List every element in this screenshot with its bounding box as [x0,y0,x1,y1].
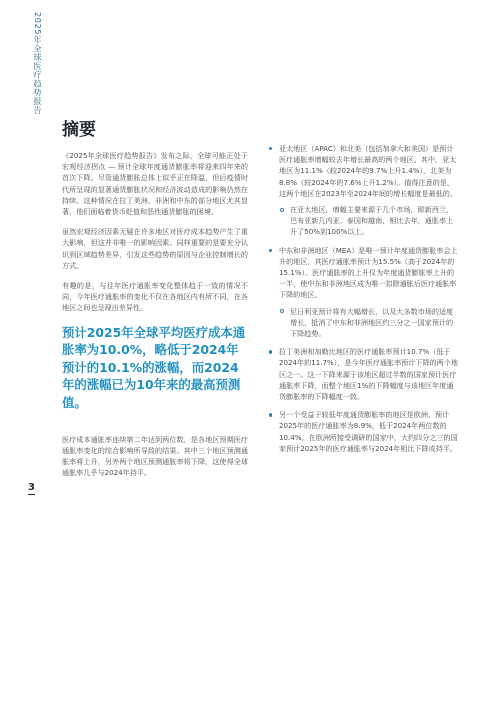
bullet-text: 另一个受益于较低年度通货膨胀率的地区是欧洲，预计2025年的医疗通胀率为8.9%，低于2024年两位数的10.4%。在欧洲所接受调研的国家中，大约四分之三的国家预计2025年的医疗通胀率与2024年相比下降或持平。 [279,410,458,453]
sub-bullet-list [279,306,458,340]
sub-bullet-item [279,306,458,340]
sub-bullet-text: 在亚太地区，增幅主要来源于几个市场，即新西兰、巴布亚新几内亚、泰国和越南，相比去年，通胀率上升了50%到100%以上。 [290,205,454,237]
section-heading: 摘要 [62,120,96,140]
bullet-dot-icon [269,249,272,252]
left-column [62,150,248,487]
closing-paragraph: 医疗成本通胀率连续第二年达到两位数，是各地区预期医疗通胀率变化的综合影响所导致的结果。其中三个地区预测通胀率将上升，另外两个地区预测通胀率将下降，这使得全球通胀率几乎与2024年持平。 [62,434,248,478]
highlight-callout: 预计2025年全球平均医疗成本通胀率为10.0%，略低于2024年预计的10.1%的涨幅，而2024年的涨幅已为10年来的最高预测值。 [62,324,246,411]
bullet-dot-icon [269,413,272,416]
sub-bullet-list [279,204,458,238]
bullet-latin-america [268,346,458,402]
bullet-apac-north-america [268,143,458,238]
bullet-dot-icon [269,350,272,353]
sub-bullet-item [279,204,458,238]
sub-bullet-ring-icon [280,309,284,313]
region-bullet-list [268,143,458,454]
sub-bullet-ring-icon [280,208,284,212]
right-column [268,143,458,461]
body-paragraph: 虽然宏观经济因素无疑在许多地区对医疗成本趋势产生了重大影响，但这并非唯一的影响因素。同样重要的是要充分认识到区域趋势差异，引发这些趋势的原因与企业控制增长的方式。 [62,227,248,270]
bullet-text: 中东和非洲地区（MEA）是唯一预计年度通货膨胀率会上升的地区，其医疗通胀率预计为15.5%（高于2024年的15.1%）。医疗通胀率的上升仅为年度通货膨胀率上升的一半，使中东和非洲地区成为唯一扣除通胀后医疗通胀率下降的地区。 [279,245,458,300]
intro-paragraph: 《2025年全球医疗趋势报告》发布之际，全球可能正处于宏观经济拐点 — 预计全球年度通货膨胀率将迎来四年来的首次下降。尽管通货膨胀总体上似乎正在降温，但后疫情时代所呈现的显著通货膨胀状况和经济波动造成的影响仍然在持续。这种情况在拉丁美洲、非洲和中东的部分地区尤其显著，他们面临着货币贬值和恶性通货膨胀的困境。 [62,151,248,217]
bullet-text: 亚太地区（APAC）和北美（包括加拿大和美国）是预计医疗通胀率增幅较去年增长最高的两个地区。其中，亚太地区为11.1%（较2024年的9.7%上升1.4%），北美为8.8%（较2024年的7.6%上升1.2%）。值得注意的是，这两个地区在2023年至2024年间的增长幅度是最低的。 [279,144,457,198]
body-paragraph: 有趣的是，与往年医疗通胀率变化整体趋于一致的情况不同，今年医疗通胀率的变化不仅在各地区内有所不同，在各地区之间也呈现出差异性。 [62,281,248,313]
bullet-europe [268,409,458,454]
bullet-text: 拉丁美洲和加勒比地区的医疗通胀率预计10.7%（低于2024年的11.7%），是今年医疗通胀率预计下降的两个地区之一。这一下降来源于该地区超过半数的国家预计医疗通胀率下降，而整个地区1%的下降幅度与该地区年度通货膨胀率的下降幅度一致。 [279,347,458,402]
report-running-title: 2025年全球医疗趋势报告 [33,12,43,115]
bullet-dot-icon [269,147,272,150]
sub-bullet-text: 尼日利亚预计将有大幅增长，以及大多数市场的适度增长，抵消了中东和非洲地区约三分之一国家预计的下降趋势。 [290,306,454,339]
page-number: 3 [28,482,35,493]
bullet-mea [268,245,458,340]
